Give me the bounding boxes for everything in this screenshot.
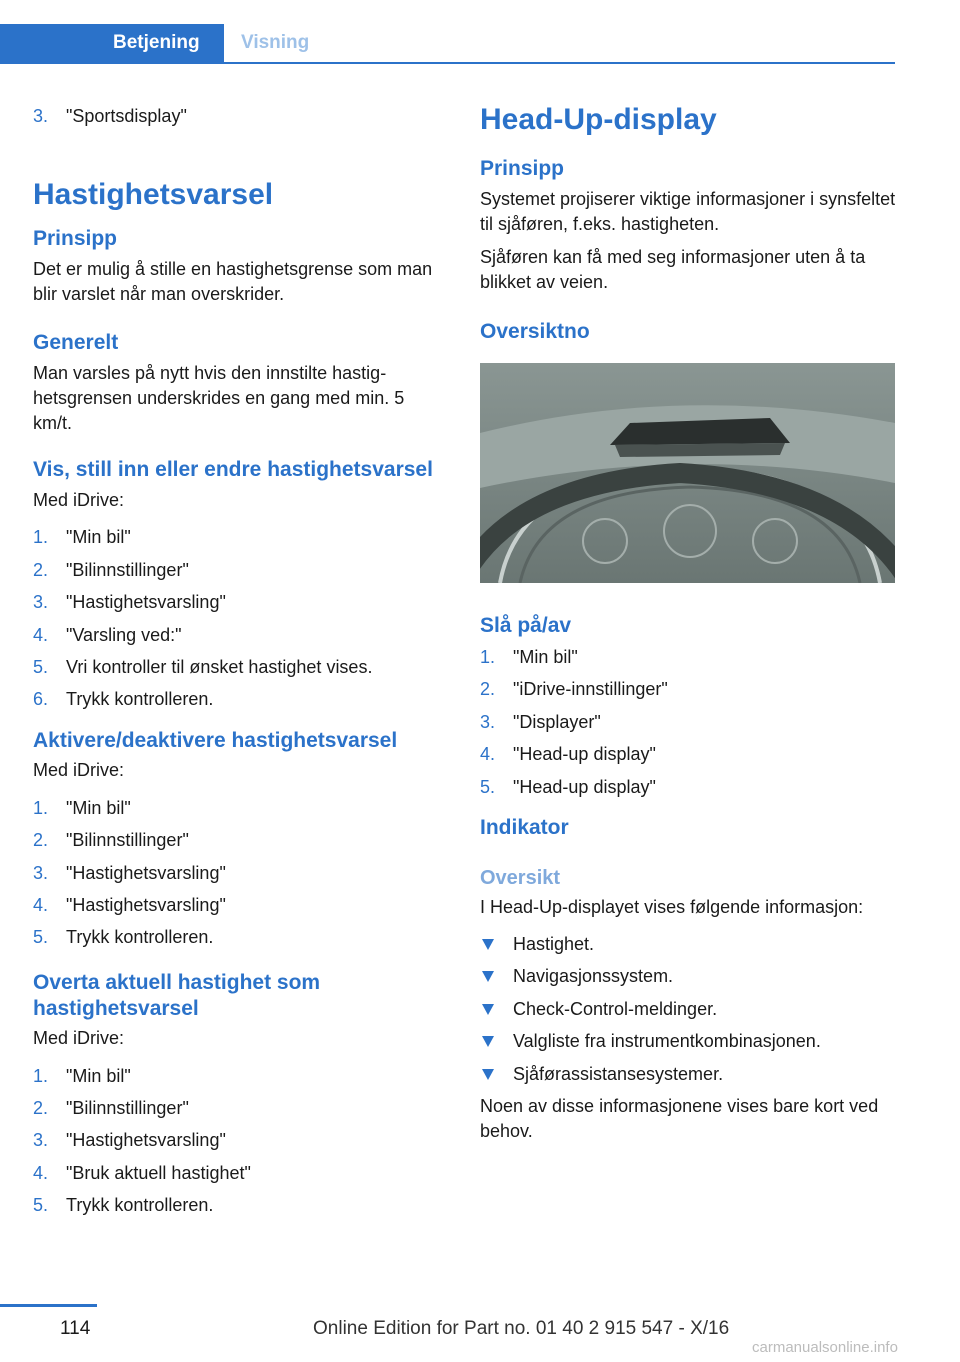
paragraph-generelt: Man varsles på nytt hvis den innstilte hastighetsgrensen underskrides en gang med min. 5 km/t. <box>33 363 405 434</box>
page-number-bar <box>0 1304 97 1307</box>
heading-indikator: Indikator <box>480 815 569 839</box>
list-item: 2. "iDrive-innstillinger" <box>480 679 668 700</box>
bullets-oversikt <box>480 932 896 1094</box>
watermark-text: carmanualsonline.info <box>752 1339 898 1356</box>
header-tabs <box>0 24 895 64</box>
list-item: 3. "Hastighetsvarsling" <box>33 1130 226 1151</box>
section-title-head-up-display: Head-Up-display <box>480 103 717 136</box>
list-item: 4. "Varsling ved:" <box>33 624 182 645</box>
list-item: 2. "Bilinnstillinger" <box>33 559 189 580</box>
list-item: Navigasjonssystem. <box>480 964 896 996</box>
list-item: 2. "Bilinnstillinger" <box>33 1098 189 1119</box>
list-item: 6. Trykk kontrolleren. <box>33 689 214 710</box>
heading-oversiktno: Oversiktno <box>480 320 590 343</box>
list-item: 5. "Head-up display" <box>480 776 656 797</box>
list-item: 1. "Min bil" <box>480 647 578 667</box>
list-item: 1. "Min bil" <box>33 527 131 548</box>
page-number: 114 <box>60 1318 91 1339</box>
edition-text: Online Edition for Part no. 01 40 2 915 547 - X/16 <box>313 1318 730 1339</box>
list-item: 3. "Hastighetsvarsling" <box>33 592 226 613</box>
list-item: 3. "Sportsdisplay" <box>33 106 187 126</box>
intro-aktivere: Med iDrive: <box>33 759 125 780</box>
dashboard-image <box>480 363 895 583</box>
list-item: Hastighet. <box>480 932 896 964</box>
list-item: Check-Control-meldinger. <box>480 997 896 1029</box>
heading-prinsipp: Prinsipp <box>33 227 118 251</box>
list-item: 4. "Hastighetsvarsling" <box>33 894 226 915</box>
list-item: 3. "Hastighetsvarsling" <box>33 862 226 883</box>
right-column <box>480 96 896 1144</box>
heading-slaa-paa-av: Slå på/av <box>480 614 572 637</box>
list-item: 5. Vri kontroller til ønsket hastighet vises. <box>33 656 373 677</box>
list-item: 4. "Bruk aktuell hastighet" <box>33 1162 251 1183</box>
steps-vis <box>33 525 433 719</box>
paragraph-prinsipp-hud-1: Systemet projiserer viktige informasjoner i synsfeltet til sjåføren, f.eks. hastigheten. <box>480 189 896 234</box>
steps-aktivere <box>33 796 433 958</box>
list-item: 1. "Min bil" <box>33 797 131 818</box>
tab-betjening-label: Betjening <box>113 32 200 53</box>
paragraph-closing: Noen av disse informasjonene vises bare kort ved behov. <box>480 1095 879 1141</box>
triangle-bullet-icon <box>482 939 494 950</box>
paragraph-prinsipp-hud-2: Sjåføren kan få med seg informasjoner uten å ta blikket av veien. <box>480 247 866 292</box>
heading-overta: Overta aktuell hastighet som hastighetsvarsel <box>33 970 321 1020</box>
intro-vis: Med iDrive: <box>33 490 125 511</box>
list-item: 2. "Bilinnstillinger" <box>33 830 189 851</box>
paragraph-oversikt: I Head-Up-displayet vises følgende informasjon: <box>480 896 864 917</box>
steps-overta <box>33 1064 433 1226</box>
intro-overta: Med iDrive: <box>33 1027 125 1048</box>
list-item: 4. "Head-up display" <box>480 744 656 765</box>
triangle-bullet-icon <box>482 1004 494 1015</box>
heading-aktivere: Aktivere/deaktivere hastighetsvarsel <box>33 728 398 752</box>
list-item: Valgliste fra instrumentkombinasjonen. <box>480 1029 896 1061</box>
list-item: Sjåførassistansesystemer. <box>480 1062 896 1094</box>
heading-generelt: Generelt <box>33 331 119 355</box>
left-column <box>33 96 433 1226</box>
tab-visning[interactable]: Visning <box>241 32 310 53</box>
tab-betjening[interactable] <box>0 24 224 62</box>
list-item: 1. "Min bil" <box>33 1065 131 1086</box>
section-title-hastighetsvarsel: Hastighetsvarsel <box>33 178 274 212</box>
paragraph-prinsipp: Det er mulig å stille en hastighetsgrense som man blir varslet når man overskrider. <box>33 259 433 305</box>
heading-vis-still-inn: Vis, still inn eller endre hastighetsvarsel <box>33 458 433 482</box>
triangle-bullet-icon <box>482 1036 494 1047</box>
heading-oversikt: Oversikt <box>480 866 561 889</box>
list-item: 5. Trykk kontrolleren. <box>33 927 214 948</box>
dashboard-hud-illustration <box>480 363 895 583</box>
list-item: 3. "Displayer" <box>480 711 601 732</box>
heading-prinsipp-hud: Prinsipp <box>480 157 565 180</box>
list-item: 5. Trykk kontrolleren. <box>33 1195 214 1216</box>
triangle-bullet-icon <box>482 971 494 982</box>
triangle-bullet-icon <box>482 1069 494 1080</box>
steps-slaa <box>480 645 896 807</box>
